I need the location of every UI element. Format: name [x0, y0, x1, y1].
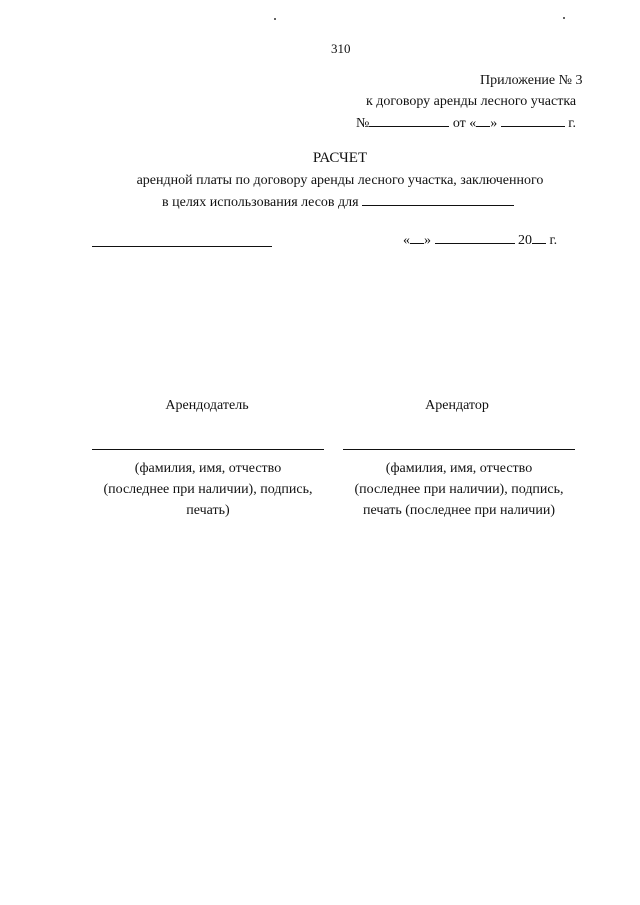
calc-day-blank[interactable]: [410, 232, 424, 244]
lessor-label: Арендодатель: [165, 398, 249, 413]
date-close-quote: »: [424, 233, 431, 248]
year-suffix: г.: [568, 116, 576, 131]
place-blank[interactable]: [92, 246, 272, 247]
page-number: 310: [331, 41, 351, 56]
lessor-caption-line3: печать): [186, 503, 230, 518]
document-subtitle-line1: арендной платы по договору аренды лесного участка, заключенного: [136, 173, 544, 188]
lessor-caption-line1: (фамилия, имя, отчество: [134, 461, 282, 476]
date-blank[interactable]: [501, 115, 565, 127]
purpose-label: в целях использования лесов для: [162, 195, 359, 210]
purpose-blank[interactable]: [362, 194, 514, 206]
calc-year-suffix: г.: [549, 233, 558, 248]
number-sign: №: [356, 116, 370, 131]
calc-month-blank[interactable]: [435, 232, 515, 244]
lessee-caption-line3: печать (последнее при наличии): [362, 503, 555, 518]
document-subtitle-line2: [162, 194, 514, 211]
appendix-title: Приложение № 3: [480, 73, 583, 88]
lessee-caption-line1: (фамилия, имя, отчество: [385, 461, 533, 476]
number-blank[interactable]: [369, 115, 449, 127]
lessee-label: Арендатор: [425, 398, 489, 413]
calc-year-blank[interactable]: [532, 232, 546, 244]
scan-speck: [274, 18, 276, 20]
day-blank[interactable]: [476, 115, 490, 127]
appendix-number-line: [356, 115, 576, 132]
scan-speck: [563, 17, 565, 19]
lessor-signature-line[interactable]: [92, 449, 324, 450]
lessee-caption-line2: (последнее при наличии), подпись,: [354, 482, 564, 497]
lessee-signature-line[interactable]: [343, 449, 575, 450]
document-heading: РАСЧЕТ: [312, 150, 368, 166]
lessor-signature-caption: [82, 458, 334, 521]
lessee-signature-caption: [333, 458, 585, 521]
year-prefix: 20: [518, 233, 532, 248]
from-label: от «: [452, 116, 477, 131]
lessor-caption-line2: (последнее при наличии), подпись,: [103, 482, 313, 497]
quote-close: »: [490, 116, 498, 131]
date-open-quote: «: [403, 233, 410, 248]
calc-date-line: [403, 232, 557, 249]
appendix-contract-ref: к договору аренды лесного участка: [366, 94, 577, 109]
